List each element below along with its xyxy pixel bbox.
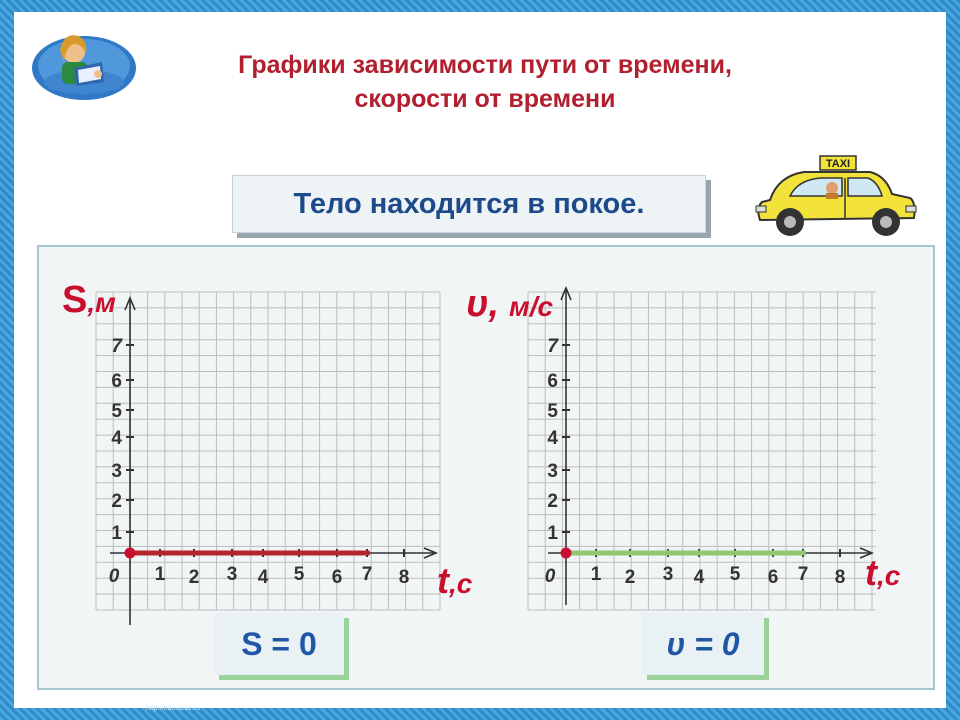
chart-grid bbox=[96, 292, 440, 610]
y-axis-unit: ,м bbox=[87, 287, 116, 318]
subtitle: Тело находится в покое. bbox=[293, 188, 645, 220]
y-axis-symbol: υ, bbox=[466, 283, 500, 325]
y-axis-label bbox=[62, 279, 116, 321]
title-line-2: скорости от времени bbox=[354, 85, 616, 113]
x-axis-symbol: t bbox=[865, 552, 877, 593]
series-start-point bbox=[561, 548, 572, 559]
taxi-sign-text: TAXI bbox=[825, 158, 851, 170]
x-tick-label: 5 bbox=[293, 564, 305, 585]
chart-grid bbox=[528, 292, 876, 610]
y-tick-label: 1 bbox=[547, 523, 558, 544]
y-tick-label: 7 bbox=[111, 336, 122, 357]
x-axis-symbol: t bbox=[437, 560, 449, 601]
x-tick-label: 7 bbox=[361, 564, 373, 585]
x-tick-label: 1 bbox=[590, 564, 602, 585]
x-tick-label: 8 bbox=[398, 567, 410, 588]
x-tick-label: 3 bbox=[662, 564, 674, 585]
x-tick-label: 1 bbox=[154, 564, 166, 585]
x-tick-label: 4 bbox=[693, 567, 705, 588]
y-tick-label: 1 bbox=[111, 523, 122, 544]
x-tick-label: 6 bbox=[767, 567, 779, 588]
origin-label: 0 bbox=[544, 566, 556, 587]
formula-s: S = 0 bbox=[214, 613, 344, 675]
x-tick-label: 8 bbox=[834, 567, 846, 588]
x-axis-unit: ,с bbox=[449, 568, 473, 599]
y-tick-label: 2 bbox=[111, 491, 122, 512]
x-tick-label: 5 bbox=[729, 564, 741, 585]
y-tick-label: 4 bbox=[111, 428, 122, 449]
y-axis-symbol: S bbox=[62, 279, 88, 321]
chart-s bbox=[62, 279, 473, 625]
y-tick-label: 2 bbox=[547, 491, 558, 512]
x-tick-label: 2 bbox=[624, 567, 636, 588]
x-tick-label: 2 bbox=[188, 567, 200, 588]
x-tick-label: 4 bbox=[257, 567, 269, 588]
y-tick-label: 5 bbox=[111, 401, 122, 422]
x-axis-label bbox=[865, 552, 901, 593]
y-tick-label: 3 bbox=[111, 461, 122, 482]
formula-v: υ = 0 bbox=[642, 613, 764, 675]
watermark: http://edu.ucoz.ru bbox=[146, 705, 201, 712]
series-start-point bbox=[125, 548, 136, 559]
y-tick-label: 6 bbox=[111, 371, 122, 392]
chart-v bbox=[466, 283, 901, 610]
y-axis-label bbox=[466, 283, 554, 325]
x-axis-label bbox=[437, 560, 473, 601]
y-tick-label: 6 bbox=[547, 371, 558, 392]
y-tick-label: 3 bbox=[547, 461, 558, 482]
x-tick-label: 3 bbox=[226, 564, 238, 585]
y-tick-label: 7 bbox=[547, 336, 558, 357]
origin-label: 0 bbox=[108, 566, 120, 587]
x-tick-label: 7 bbox=[797, 564, 809, 585]
title-line-1: Графики зависимости пути от времени, bbox=[238, 51, 732, 79]
x-tick-label: 6 bbox=[331, 567, 343, 588]
y-tick-label: 4 bbox=[547, 428, 558, 449]
y-tick-label: 5 bbox=[547, 401, 558, 422]
y-axis-unit: м/с bbox=[509, 291, 554, 322]
x-axis-unit: ,с bbox=[877, 560, 901, 591]
